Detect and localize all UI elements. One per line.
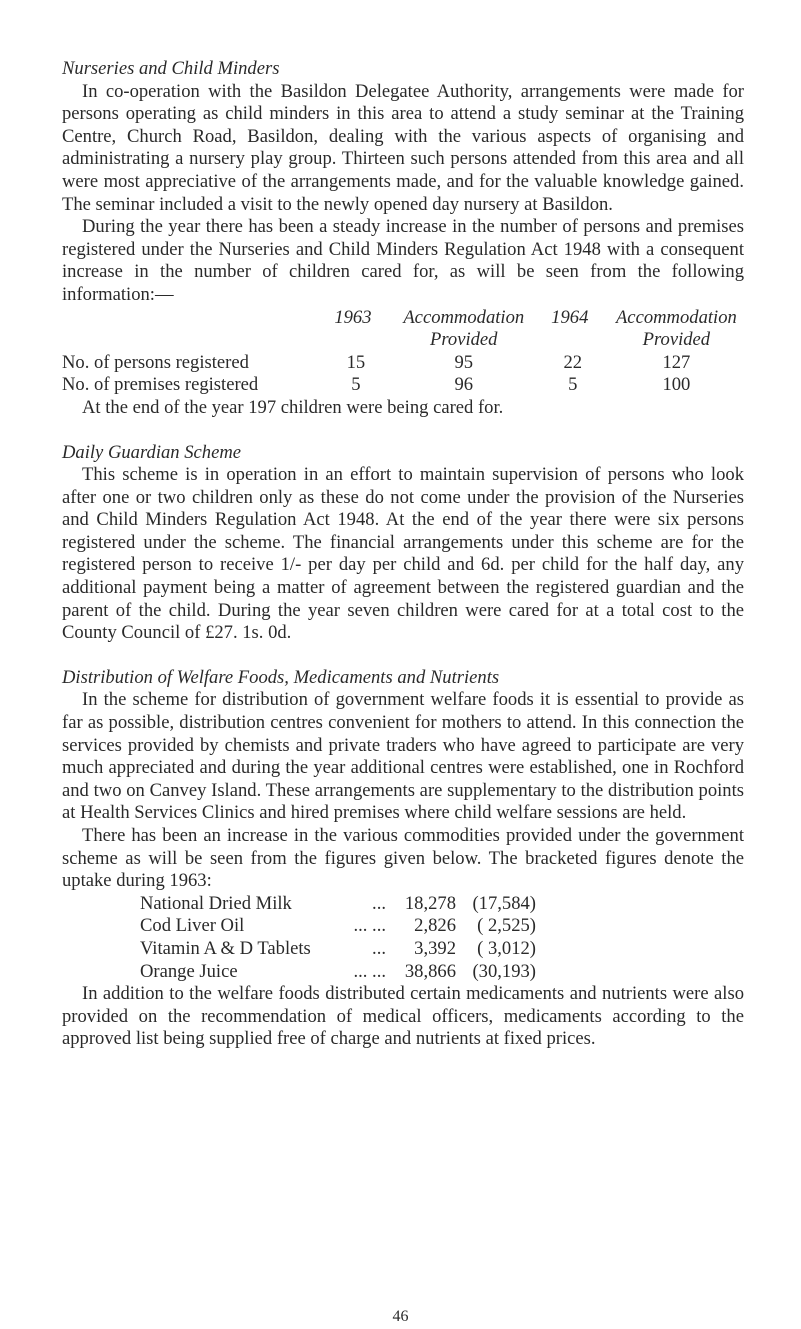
leader-dots: ... ... <box>353 960 386 982</box>
table-row <box>62 374 748 397</box>
paragraph: During the year there has been a steady increase in the number of persons and premises registered under the Nurseries and Child Minders Regulation Act 1948 with a consequent increase in the number of children cared for, as will be seen from the following information:— <box>62 216 744 305</box>
table-cell: 22 <box>563 351 583 373</box>
paragraph: At the end of the year 197 children were being cared for. <box>82 396 504 418</box>
table-row <box>62 352 748 375</box>
item-value: 18,278 <box>404 892 456 914</box>
table-cell: 96 <box>454 374 474 396</box>
paragraph: This scheme is in operation in an effort to maintain supervision of persons who look after one or two children only as these do not come under the provision of the Nurseries and Child Minders Regulation Act 1948. At the end of the year there were six persons registered under the scheme. The financial arrangements under this scheme are for the registered person to receive 1/- per day per child and 6d. per child for the half day, any additional payment being a matter of agreement between the registered guardian and the parent of the child. During the year seven children were cared for at a total cost to the County Council of £27. 1s. 0d. <box>62 464 744 644</box>
paragraph: In the scheme for distribution of government welfare foods it is essential to provide as far as possible, distribution centres convenient for mothers to attend. In this connection the services provided by chemists and private traders who have agreed to participate are very much appreciated and during the year additional centres were established, one in Rochford and two on Canvey Island. These arrangements are supplementary to the distribution points at Health Services Clinics and hired premises where child welfare sessions are held. <box>62 689 744 824</box>
table-row <box>140 915 536 938</box>
item-value: 38,866 <box>404 960 456 982</box>
item-previous: (17,584) <box>472 892 536 914</box>
item-name: National Dried Milk <box>140 892 292 914</box>
column-header: Accommodation Provided <box>403 306 525 351</box>
leader-dots: ... ... <box>353 915 386 937</box>
paragraph: In addition to the welfare foods distributed certain medicaments and nutrients were also provided on the recommendation of medical officers, medicaments according to the approved list being supplied free of charge and nutrients at fixed prices. <box>62 983 744 1050</box>
item-previous: ( 2,525) <box>477 915 536 937</box>
section-daily-guardian <box>62 442 744 645</box>
page-number: 46 <box>392 1308 409 1325</box>
row-label: No. of premises registered <box>62 374 259 396</box>
item-previous: ( 3,012) <box>477 937 536 959</box>
section-heading: Distribution of Welfare Foods, Medicaments and Nutrients <box>62 666 500 688</box>
table-cell: 95 <box>454 351 474 373</box>
column-header: 1963 <box>334 306 372 328</box>
table-row <box>140 961 536 984</box>
item-previous: (30,193) <box>472 960 536 982</box>
column-header: Accommodation Provided <box>615 306 737 351</box>
table-cell: 5 <box>568 374 578 396</box>
paragraph: In co-operation with the Basildon Delegatee Authority, arrangements were made for persons operating as child minders in this area to attend a study seminar at the Training Centre, Church Road, Basildon, dealing with the various aspects of organising and administrating a nursery play group. Thirteen such persons attended from this area and all were most appreciative of the arrangements made, and for the valuable knowledge gained. The seminar included a visit to the newly opened day nursery at Basildon. <box>62 80 744 215</box>
section-heading: Nurseries and Child Minders <box>62 58 280 79</box>
leader-dots: ... <box>372 892 386 914</box>
welfare-foods-table <box>140 893 536 983</box>
table-cell: 5 <box>351 374 361 396</box>
table-cell: 15 <box>346 351 366 373</box>
column-header: 1964 <box>551 306 589 328</box>
item-value: 3,392 <box>414 937 456 959</box>
document-page <box>62 58 744 1051</box>
table-cell: 127 <box>662 351 691 373</box>
item-name: Vitamin A & D Tablets <box>140 937 311 959</box>
section-welfare-foods <box>62 667 744 1051</box>
paragraph: There has been an increase in the various commodities provided under the government scheme as will be seen from the figures given below. The bracketed figures denote the uptake during 1963: <box>62 825 744 892</box>
table-header-row <box>62 307 748 352</box>
section-nurseries <box>62 58 744 420</box>
section-heading: Daily Guardian Scheme <box>62 441 242 463</box>
table-row <box>140 938 536 961</box>
registration-table <box>62 307 748 397</box>
leader-dots: ... <box>372 937 386 959</box>
row-label: No. of persons registered <box>62 351 249 373</box>
table-cell: 100 <box>662 374 691 396</box>
item-name: Orange Juice <box>140 960 238 982</box>
table-row <box>140 893 536 916</box>
item-value: 2,826 <box>414 915 456 937</box>
item-name: Cod Liver Oil <box>140 915 245 937</box>
